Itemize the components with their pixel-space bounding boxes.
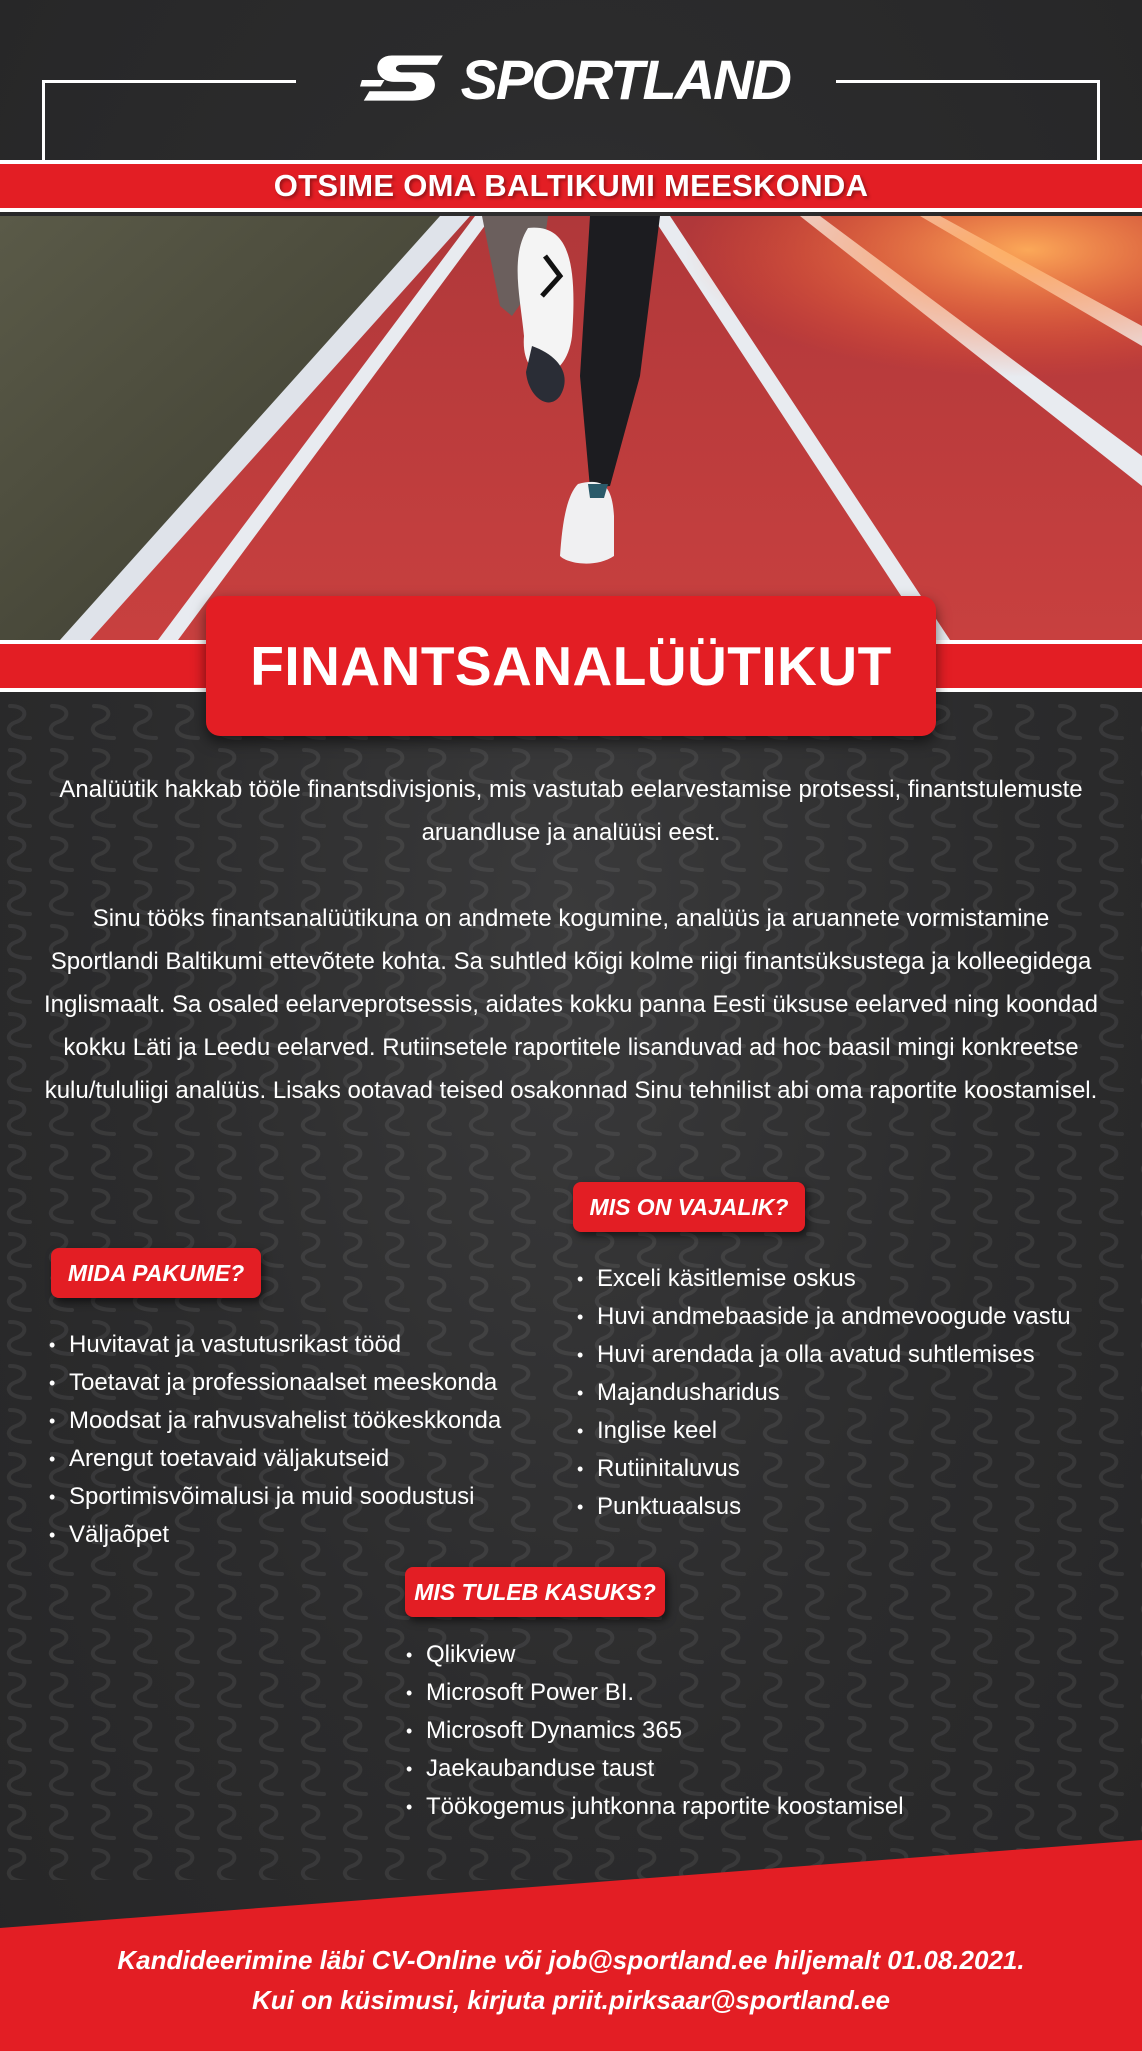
bonus-item: • Qlikview xyxy=(406,1636,904,1674)
frame-line-left-vertical xyxy=(42,80,45,160)
bonus-heading: MIS TULEB KASUKS? xyxy=(414,1578,656,1605)
job-title-box xyxy=(206,596,936,736)
offer-item: • Sportimisvõimalusi ja muid soodustusi xyxy=(49,1478,501,1516)
tagline: OTSIME OMA BALTIKUMI MEESKONDA xyxy=(273,168,869,203)
bonus-item: • Jaekaubanduse taust xyxy=(406,1750,904,1788)
bonus-item: • Microsoft Dynamics 365 xyxy=(406,1712,904,1750)
bonus-heading-badge xyxy=(405,1567,665,1617)
sportland-swoosh-icon xyxy=(360,50,447,108)
offer-item: • Toetavat ja professionaalset meeskonda xyxy=(49,1364,501,1402)
footer-text xyxy=(0,1940,1142,2020)
offer-heading-badge xyxy=(51,1248,261,1298)
bonus-item: • Microsoft Power BI. xyxy=(406,1674,904,1712)
footer-band xyxy=(0,1840,1142,2051)
sportland-logo xyxy=(360,48,790,110)
frame-line-left xyxy=(42,80,296,83)
frame-line-right-vertical xyxy=(1097,80,1100,160)
requirements-list xyxy=(577,1260,1071,1526)
footer-line-2: Kui on küsimusi, kirjuta priit.pirksaar@sportland.ee xyxy=(252,1985,890,2015)
requirements-item: • Punktuaalsus xyxy=(577,1488,1071,1526)
offer-item: • Huvitavat ja vastutusrikast tööd xyxy=(49,1326,501,1364)
requirements-item: • Rutiinitaluvus xyxy=(577,1450,1071,1488)
offer-heading: MIDA PAKUME? xyxy=(67,1259,245,1286)
frame-line-right xyxy=(836,80,1100,83)
offer-item: • Arengut toetavaid väljakutseid xyxy=(49,1440,501,1478)
intro-text xyxy=(40,768,1102,1112)
requirements-heading-badge xyxy=(573,1182,805,1232)
intro-paragraph-1: Analüütik hakkab tööle finantsdivisjonis, mis vastutab eelarvestamise protsessi, finantstulemuste aruandluse ja analüüsi eest. xyxy=(59,776,1083,846)
requirements-item: • Exceli käsitlemise oskus xyxy=(577,1260,1071,1298)
runner-track-image xyxy=(0,216,1142,640)
offer-item: • Väljaõpet xyxy=(49,1516,501,1554)
requirements-item: • Inglise keel xyxy=(577,1412,1071,1450)
offer-list xyxy=(49,1326,501,1554)
bonus-list xyxy=(406,1636,904,1826)
intro-paragraph-2: Sinu tööks finantsanalüütikuna on andmete kogumine, analüüs ja aruannete vormistamine Sportlandi Baltikumi ettevõtete kohta. Sa suhtled kõigi kolme riigi finantsüksustega ja kolleegidega Inglismaalt. Sa osaled eelarveprotsessis, aidates kokku panna Eesti üksuse eelarved ning koondad kokku Läti ja Leedu eelarved. Rutiinsetele raportitele lisanduvad ad hoc baasil mingi konkreetse kulu/tululiigi analüüs. Lisaks ootavad teised osakonnad Sinu tehnilist abi oma raportite koostamisel. xyxy=(44,905,1098,1104)
requirements-item: • Majandusharidus xyxy=(577,1374,1071,1412)
bonus-item: • Töökogemus juhtkonna raportite koostamisel xyxy=(406,1788,904,1826)
requirements-item: • Huvi andmebaaside ja andmevoogude vastu xyxy=(577,1298,1071,1336)
footer-line-1: Kandideerimine läbi CV-Online või job@sportland.ee hiljemalt 01.08.2021. xyxy=(117,1945,1025,1975)
brand-name: SPORTLAND xyxy=(460,47,790,111)
offer-item: • Moodsat ja rahvusvahelist töökeskkonda xyxy=(49,1402,501,1440)
requirements-item: • Huvi arendada ja olla avatud suhtlemises xyxy=(577,1336,1071,1374)
header xyxy=(0,0,1142,160)
requirements-heading: MIS ON VAJALIK? xyxy=(589,1193,789,1220)
tagline-band xyxy=(0,160,1142,212)
job-title: FINANTSANALÜÜTIKUT xyxy=(250,635,892,697)
